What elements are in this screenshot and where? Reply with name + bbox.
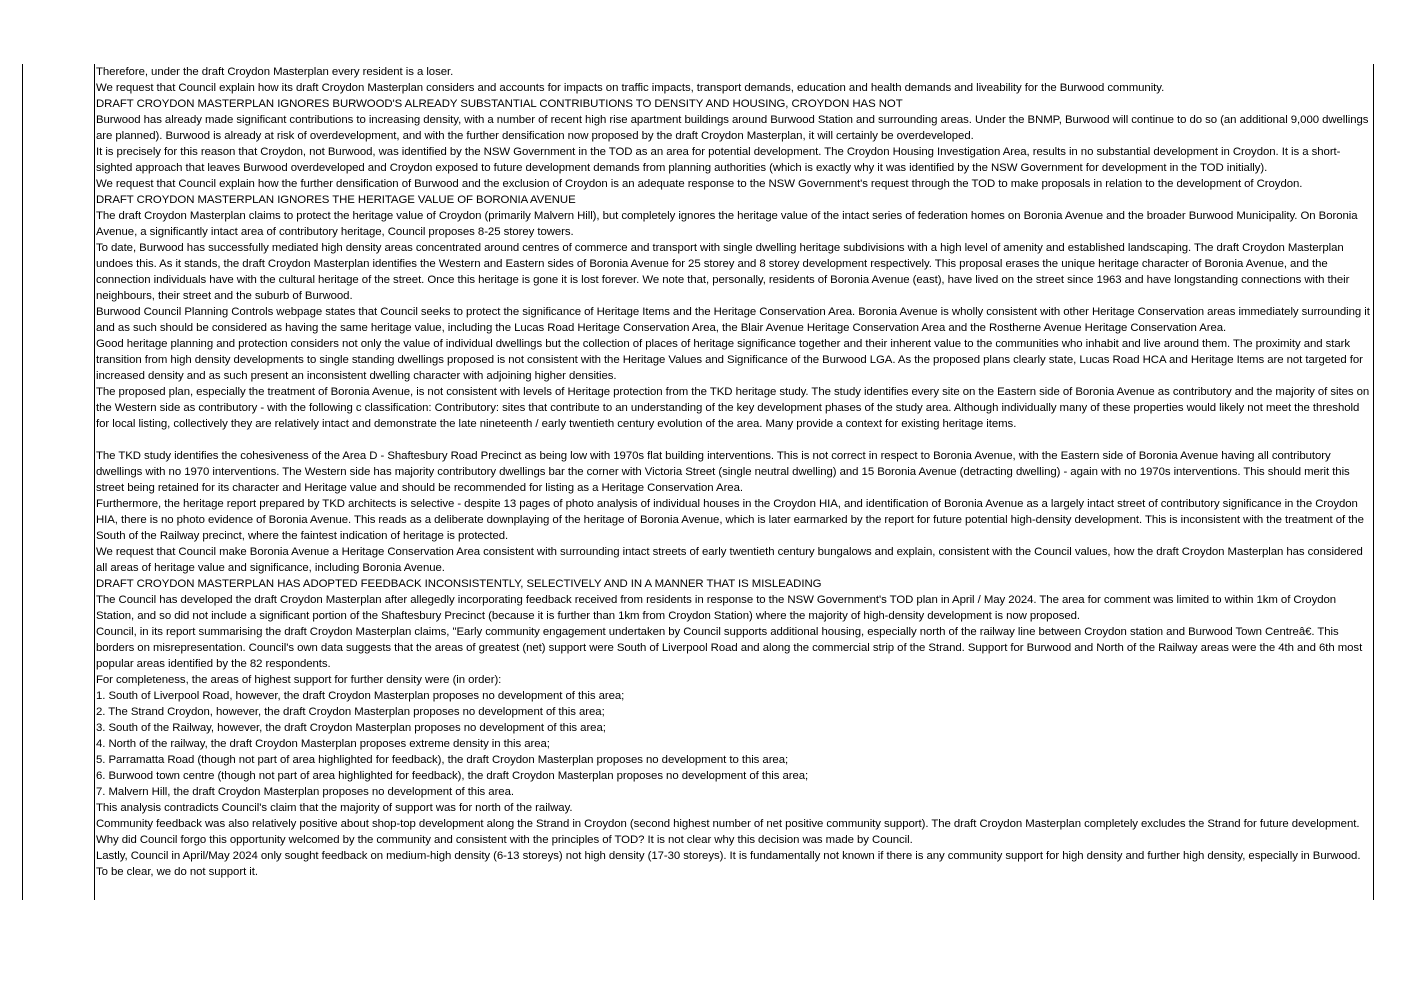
section-heading: DRAFT CROYDON MASTERPLAN HAS ADOPTED FEEDBACK INCONSISTENTLY, SELECTIVELY AND IN A MANNER THAT IS MISLEADING [96,578,822,590]
list-item: 7. Malvern Hill, the draft Croydon Masterplan proposes no development of this area. [96,786,514,798]
list-item: 1. South of Liverpool Road, however, the draft Croydon Masterplan proposes no development of this area; [96,690,625,702]
left-page-border [22,64,23,900]
paragraph: Burwood has already made significant contributions to increasing density, with a number of recent high rise apartment buildings around Burwood Station and surrounding areas. Under the BNMP, Burwood will continue to do so (an additional 9,000 dwellings are planned). Burwood is already at risk of overdevelopment, and with the further densification now proposed by the draft Croydon Masterplan, it will certainly be overdeveloped. [96,114,1369,142]
paragraph: Therefore, under the draft Croydon Masterplan every resident is a loser. [96,66,454,78]
left-cell-border [94,64,95,900]
paragraph: Furthermore, the heritage report prepared by TKD architects is selective - despite 13 pages of photo analysis of individual houses in the Croydon HIA, and identification of Boronia Avenue as a largely intact street of contributory significance in the Croydon HIA, there is no photo evidence of Boronia Avenue. This reads as a deliberate downplaying of the heritage of Boronia Avenue, which is later earmarked by the report for future potential high-density development. This is inconsistent with the treatment of the South of the Railway precinct, where the faintest indication of heritage is protected. [96,498,1364,542]
paragraph: This analysis contradicts Council's claim that the majority of support was for north of the railway. [96,802,573,814]
paragraph: Good heritage planning and protection considers not only the value of individual dwellings but the collection of places of heritage significance together and their inherent value to the communities who inhabit and live around them. The proximity and stark transition from high density developments to single standing dwellings proposed is not consistent with the Heritage Values and Significance of the Burwood LGA. As the proposed plans clearly state, Lucas Road HCA and Heritage Items are not targeted for increased density and as such present an inconsistent dwelling character with adjoining higher densities. [96,338,1363,382]
document-text-body [96,64,1374,880]
paragraph: Lastly, Council in April/May 2024 only sought feedback on medium-high density (6-13 storeys) not high density (17-30 storeys). It is fundamentally not known if there is any community support for high density and further high density, especially in Burwood. To be clear, we do not support it. [96,850,1361,878]
list-item: 4. North of the railway, the draft Croydon Masterplan proposes extreme density in this area; [96,738,550,750]
paragraph: Council, in its report summarising the draft Croydon Masterplan claims, "Early community engagement undertaken by Council supports additional housing, especially north of the railway line between Croydon station and Burwood Town Centreâ€. This borders on misrepresentation. Council's own data suggests that the areas of greatest (net) support were South of Liverpool Road and along the commercial strip of the Strand. Support for Burwood and North of the Railway areas were the 4th and 6th most popular areas identified by the 82 respondents. [96,626,1363,670]
paragraph: Community feedback was also relatively positive about shop-top development along the Strand in Croydon (second highest number of net positive community support). The draft Croydon Masterplan completely excludes the Strand for future development. Why did Council forgo this opportunity welcomed by the community and consistent with the principles of TOD? It is not clear why this decision was made by Council. [96,818,1360,846]
paragraph: The Council has developed the draft Croydon Masterplan after allegedly incorporating feedback received from residents in response to the NSW Government's TOD plan in April / May 2024. The area for comment was limited to within 1km of Croydon Station, and so did not include a significant portion of the Shaftesbury Precinct (because it is further than 1km from Croydon Station) where the majority of high-density development is now proposed. [96,594,1337,622]
list-item: 2. The Strand Croydon, however, the draft Croydon Masterplan proposes no development of this area; [96,706,605,718]
section-heading: DRAFT CROYDON MASTERPLAN IGNORES BURWOOD'S ALREADY SUBSTANTIAL CONTRIBUTIONS TO DENSITY AND HOUSING, CROYDON HAS NOT [96,98,903,110]
paragraph: The draft Croydon Masterplan claims to protect the heritage value of Croydon (primarily Malvern Hill), but completely ignores the heritage value of the intact series of federation homes on Boronia Avenue and the broader Burwood Municipality. On Boronia Avenue, a significantly intact area of contributory heritage, Council proposes 8-25 storey towers. [96,210,1358,238]
list-item: 5. Parramatta Road (though not part of area highlighted for feedback), the draft Croydon Masterplan proposes no development to this area; [96,754,789,766]
blank-line [96,432,1374,448]
section-heading: DRAFT CROYDON MASTERPLAN IGNORES THE HERITAGE VALUE OF BORONIA AVENUE [96,194,576,206]
paragraph: Burwood Council Planning Controls webpage states that Council seeks to protect the significance of Heritage Items and the Heritage Conservation Area. Boronia Avenue is wholly consistent with other Heritage Conservation areas immediately surrounding it and as such should be considered as having the same heritage value, including the Lucas Road Heritage Conservation Area, the Blair Avenue Heritage Conservation Area and the Rostherne Avenue Heritage Conservation Area. [96,306,1370,334]
paragraph: The TKD study identifies the cohesiveness of the Area D - Shaftesbury Road Precinct as being low with 1970s flat building interventions. This is not correct in respect to Boronia Avenue, with the Eastern side of Boronia Avenue having all contributory dwellings with no 1970 interventions. The Western side has majority contributory dwellings bar the corner with Victoria Street (single neutral dwelling) and 15 Boronia Avenue (detracting dwelling) - again with no 1970s interventions. This should merit this street being retained for its character and Heritage value and should be recommended for listing as a Heritage Conservation Area. [96,450,1350,494]
paragraph: It is precisely for this reason that Croydon, not Burwood, was identified by the NSW Government in the TOD as an area for potential development. The Croydon Housing Investigation Area, results in no substantial development in Croydon. It is a short-sighted approach that leaves Burwood overdeveloped and Croydon exposed to future development demands from planning authorities (which is exactly why it was identified by the NSW Government for development in the TOD initially). [96,146,1341,174]
paragraph: We request that Council explain how its draft Croydon Masterplan considers and accounts for impacts on traffic impacts, transport demands, education and health demands and liveability for the Burwood community. [96,82,1165,94]
paragraph: We request that Council explain how the further densification of Burwood and the exclusion of Croydon is an adequate response to the NSW Government's request through the TOD to make proposals in relation to the development of Croydon. [96,178,1303,190]
paragraph: To date, Burwood has successfully mediated high density areas concentrated around centres of commerce and transport with single dwelling heritage subdivisions with a high level of amenity and established landscaping. The draft Croydon Masterplan undoes this. As it stands, the draft Croydon Masterplan identifies the Western and Eastern sides of Boronia Avenue for 25 storey and 8 storey development respectively. This proposal erases the unique heritage character of Boronia Avenue, and the connection individuals have with the cultural heritage of the street. Once this heritage is gone it is lost forever. We note that, personally, residents of Boronia Avenue (east), have lived on the street since 1963 and have longstanding connections with their neighbours, their street and the suburb of Burwood. [96,242,1350,302]
list-item: 3. South of the Railway, however, the draft Croydon Masterplan proposes no development of this area; [96,722,606,734]
paragraph: The proposed plan, especially the treatment of Boronia Avenue, is not consistent with levels of Heritage protection from the TKD heritage study. The study identifies every site on the Eastern side of Boronia Avenue as contributory and the majority of sites on the Western side as contributory - with the following c classification: Contributory: sites that contribute to an understanding of the key development phases of the study area. Although individually many of these properties would likely not meet the threshold for local listing, collectively they are relatively intact and demonstrate the late nineteenth / early twentieth century evolution of the area. Many provide a context for existing heritage items. [96,386,1370,430]
list-item: 6. Burwood town centre (though not part of area highlighted for feedback), the draft Croydon Masterplan proposes no development of this area; [96,770,809,782]
paragraph: For completeness, the areas of highest support for further density were (in order): [96,674,502,686]
paragraph: We request that Council make Boronia Avenue a Heritage Conservation Area consistent with surrounding intact streets of early twentieth century bungalows and explain, consistent with the Council values, how the draft Croydon Masterplan has considered all areas of heritage value and significance, including Boronia Avenue. [96,546,1363,574]
